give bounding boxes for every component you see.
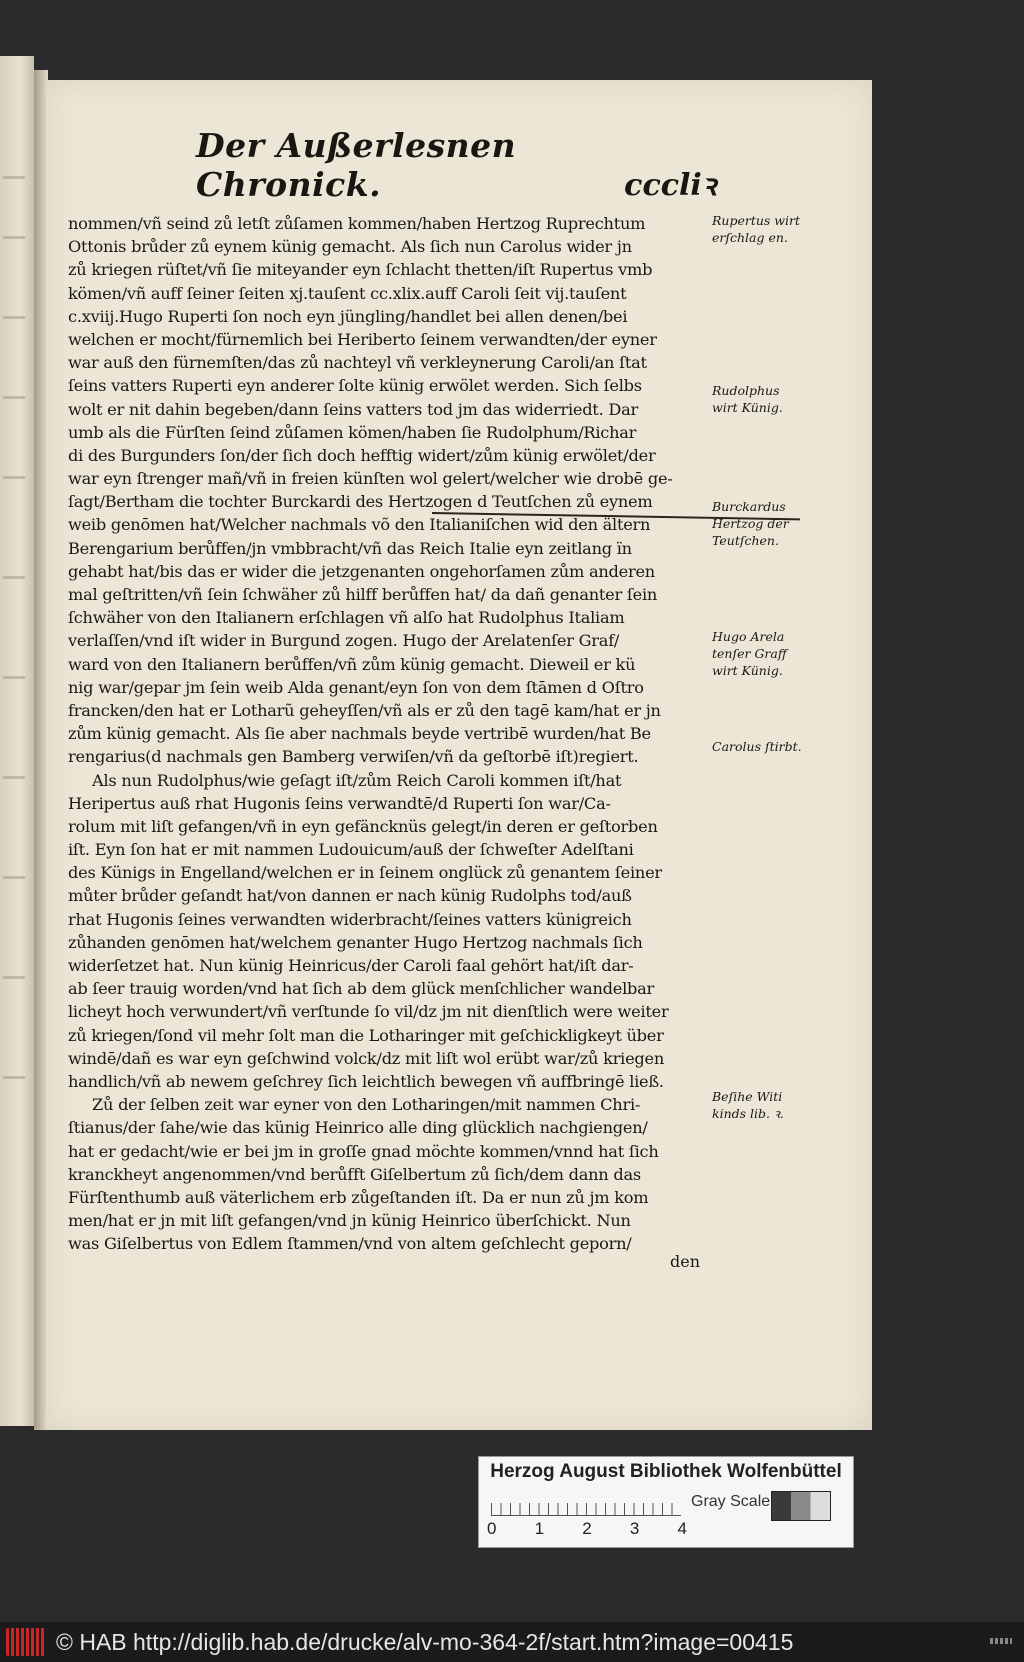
scale-ruler	[491, 1493, 681, 1516]
margin-note: Burckardus Hertzog der Teutſchen.	[712, 499, 789, 548]
text-line: des Künigs in Engelland/welchen er in ſeinem onglück zů genantem ſeiner	[68, 863, 662, 883]
text-line: men/hat er jn mit liſt gefangen/vnd jn künig Heinrico überſchickt. Nun	[68, 1211, 631, 1231]
institution-name: Herzog August Bibliothek Wolfenbüttel	[490, 1461, 842, 1482]
gray-scale-label: Gray Scale	[691, 1493, 771, 1510]
catchword: den	[670, 1252, 701, 1271]
text-line: ſtianus/der ſahe/wie das künig Heinrico alle ding glücklich nachgiengen/	[68, 1118, 648, 1138]
text-line: windē/dañ es war eyn geſchwind volck/dz mit liſt wol erübt war/zů kriegen	[68, 1048, 665, 1068]
text-line: můter brůder geſandt hat/von dannen er nach künig Rudolphs tod/auß	[68, 886, 632, 906]
text-line: gehabt hat/bis das er wider die jetzgenanten ongehorſamen zům anderen	[68, 561, 655, 581]
gray-scale-swatch	[771, 1491, 831, 1521]
margin-note: Carolus ſtirbt.	[712, 739, 802, 754]
text-line: zůhanden genōmen hat/welchem genanter Hugo Hertzog nachmals ſich	[68, 932, 643, 952]
text-line: rengarius(d nachmals gen Bamberg verwiſen/vñ da geſtorbē iſt)regiert.	[68, 747, 639, 767]
text-line: weib genōmen hat/Welcher nachmals võ den Italianiſchen wid den ältern	[68, 515, 651, 535]
scale-number: 3	[629, 1519, 640, 1538]
text-line: handlich/vñ ab newem geſchrey ſich leichtlich bewegen vñ auffbringē ließ.	[68, 1071, 664, 1091]
footer-mark-icon	[990, 1638, 1012, 1644]
text-line: war eyn ſtrenger mañ/vñ in freien künſten wol gelert/welcher wie drobē ge-	[68, 469, 673, 489]
text-line: kranckheyt angenommen/vnd berůfft Giſelbertum zů ſich/dem dann das	[68, 1164, 641, 1184]
text-line: rolum mit liſt gefangen/vñ in eyn gefäncknüs gelegt/in deren er geſtorben	[68, 816, 658, 836]
text-line: nommen/vñ seind zů letſt zůſamen kommen/haben Hertzog Ruprechtum	[68, 214, 646, 233]
text-line: ſeins vatters Ruperti eyn anderer ſolte künig erwölet werden. Sich ſelbs	[68, 376, 642, 396]
text-line: verlaſſen/vnd iſt wider in Burgund zogen. Hugo der Arelatenſer Graf/	[68, 631, 620, 651]
margin-note: Rupertus wirt erſchlag en.	[712, 213, 800, 245]
body-text	[68, 212, 706, 1255]
text-line: zům künig gemacht. Als ſie aber nachmals beyde vertribē wurden/hat Be	[68, 724, 651, 744]
margin-note: Beſihe Witi kinds lib. ꝛ.	[712, 1089, 784, 1121]
scale-number: 4	[677, 1519, 687, 1538]
footer-bar	[0, 1622, 1024, 1662]
text-line: rhat Hugonis ſeines verwandten widerbracht/ſeines vatters künigreich	[68, 909, 632, 929]
page-title: Der Außerlesnen Chronick.	[196, 126, 517, 204]
text-line: iſt. Eyn ſon hat er mit nammen Ludouicum/auß der ſchweſter Adelſtani	[68, 840, 634, 860]
text-line: ſchwäher von den Italianern erſchlagen vñ alſo hat Rudolphus Italiam	[68, 608, 625, 628]
scale-number: 2	[582, 1519, 592, 1538]
text-line: Fürſtenthumb auß väterlichem erb zůgeſtanden iſt. Da er nun zů jm kom	[68, 1187, 649, 1207]
facing-page-edge	[0, 56, 34, 1426]
text-line: widerſetzet hat. Nun künig Heinricus/der Caroli faal gehört hat/iſt dar-	[68, 956, 634, 975]
running-head	[196, 126, 716, 204]
text-line: zů kriegen/ſond vil mehr ſolt man die Lotharinger mit geſchickligkeyt über	[68, 1025, 664, 1045]
text-line: Zů der ſelben zeit war eyner von den Lotharingen/mit nammen Chri-	[92, 1095, 641, 1115]
text-line: kömen/vñ auff ſeiner ſeiten xj.tauſent cc.xlix.auff Caroli ſeit vij.tauſent	[68, 283, 627, 303]
text-line: di des Burgunders ſon/der ſich doch hefftig widert/zům künig erwölet/der	[68, 445, 656, 465]
folio-number: cccliꝛ	[624, 168, 716, 203]
text-line: Als nun Rudolphus/wie geſagt iſt/zům Reich Caroli kommen iſt/hat	[92, 770, 622, 790]
color-calibration-bar	[478, 1456, 854, 1548]
text-line: francken/den hat er Lotharũ geheyſſen/vñ als er zů den tagē kam/hat er jn	[68, 700, 661, 720]
text-line: hat er gedacht/wie er bei jm in groſſe gnad möchte kommen/vnnd hat ſich	[68, 1141, 659, 1161]
text-line: zů kriegen rüſtet/vñ ſie miteyander eyn ſchlacht thetten/iſt Rupertus vmb	[68, 260, 653, 280]
text-line: was Giſelbertus von Edlem ſtammen/vnd von altem geſchlecht geporn/	[68, 1234, 632, 1254]
text-line: ab ſeer trauig worden/vnd hat ſich ab dem glück menſchlicher wandelbar	[68, 979, 654, 999]
text-line: ward von den Italianern berůffen/vñ zům künig gemacht. Dieweil er kü	[68, 654, 636, 674]
text-line: wolt er nit dahin begeben/dann ſeins vatters tod jm das widerriedt. Dar	[68, 399, 638, 419]
scale-number: 1	[534, 1519, 545, 1538]
text-line: Ottonis brůder zů eynem künig gemacht. Als ſich nun Carolus wider jn	[68, 237, 632, 257]
text-line: Berengarium berůffen/jn vmbbracht/vñ das Reich Italie eyn zeitlang ïn	[68, 538, 632, 558]
hab-logo-icon	[6, 1628, 46, 1656]
text-line: war auß den fürnemſten/das zů nachteyl vñ verkleynerung Caroli/an ſtat	[68, 353, 647, 373]
margin-note: Hugo Arela tenſer Graff wirt Künig.	[712, 629, 787, 678]
text-line: licheyt hoch verwundert/vñ verſtunde ſo vil/dz jm nit dienſtlich were weiter	[68, 1002, 669, 1022]
scale-numbers	[487, 1519, 687, 1539]
text-line: Heripertus auß rhat Hugonis ſeins verwandtē/d Ruperti ſon war/Ca-	[68, 793, 611, 813]
scale-number: 0	[487, 1519, 497, 1538]
text-line: nig war/gepar jm ſein weib Alda genant/eyn ſon von dem ſtāmen d Oſtro	[68, 677, 644, 697]
text-line: ſagt/Bertham die tochter Burckardi des Hertzogen d Teutſchen zů eynem	[68, 492, 653, 512]
margin-note: Rudolphus wirt Künig.	[712, 383, 783, 415]
text-line: c.xviij.Hugo Ruperti ſon noch eyn jüngling/handlet bei allen denen/bei	[68, 306, 628, 326]
text-line: umb als die Fürſten ſeind zůſamen kömen/haben ſie Rudolphum/Richar	[68, 422, 637, 442]
text-line: mal geſtritten/vñ ſein ſchwäher zů hilff berůffen hat/ da dañ genanter ſein	[68, 585, 658, 604]
footer-link[interactable]: © HAB http://diglib.hab.de/drucke/alv-mo-364-2f/start.htm?image=00415	[56, 1628, 794, 1655]
text-line: welchen er mocht/fürnemlich bei Heriberto ſeinem verwandten/der eyner	[68, 329, 657, 349]
